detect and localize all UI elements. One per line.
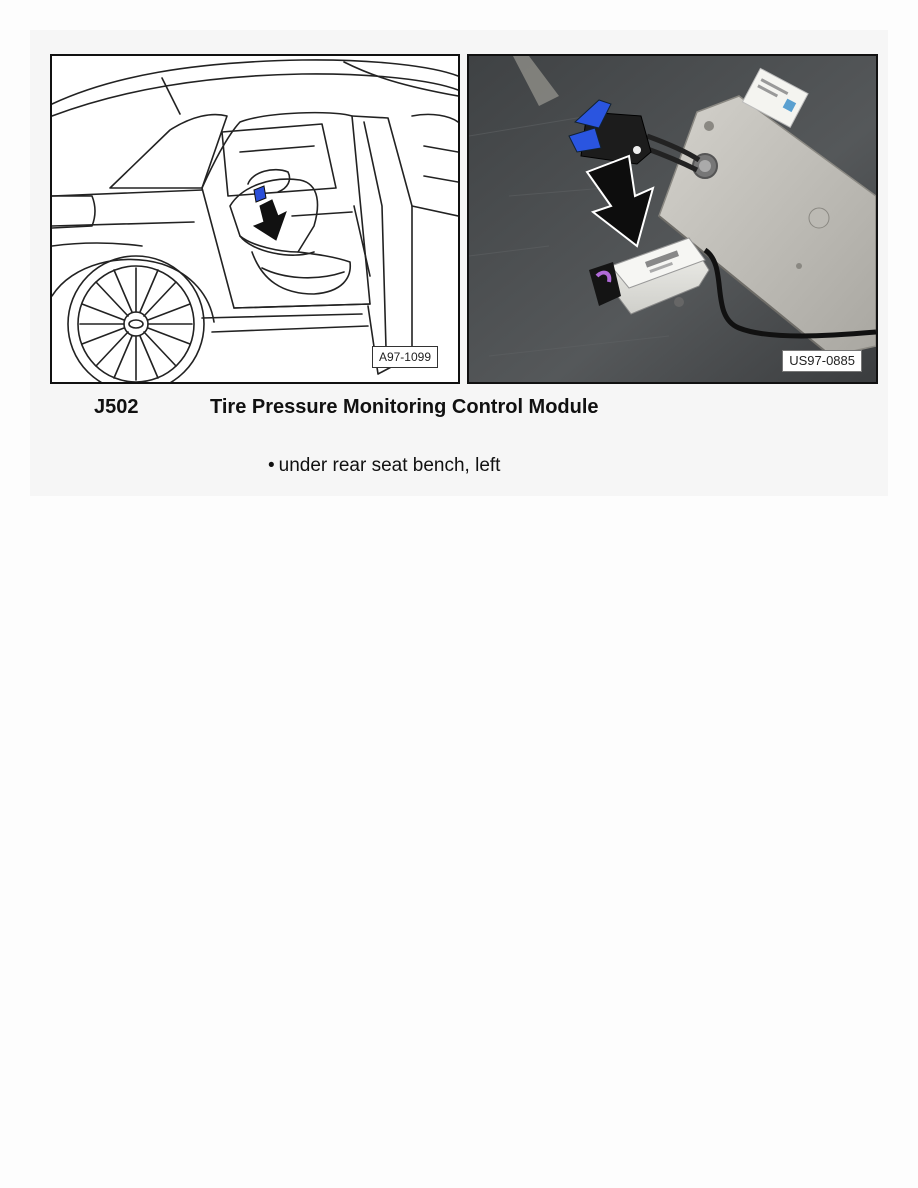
car-line-drawing bbox=[52, 56, 458, 382]
component-name: Tire Pressure Monitoring Control Module bbox=[210, 396, 599, 418]
location-list-item bbox=[268, 455, 500, 477]
module-highlight bbox=[254, 186, 266, 202]
location-arrow-icon bbox=[254, 200, 286, 240]
component-code: J502 bbox=[94, 396, 139, 418]
module-photo bbox=[467, 54, 878, 384]
car-interior-illustration bbox=[50, 54, 460, 384]
bullet: • bbox=[268, 455, 275, 476]
figure-tag-left: A97-1099 bbox=[372, 346, 438, 368]
figure-tag-right: US97-0885 bbox=[782, 350, 862, 372]
module-photo-drawing bbox=[469, 56, 876, 382]
location-text: under rear seat bench, left bbox=[278, 455, 501, 476]
